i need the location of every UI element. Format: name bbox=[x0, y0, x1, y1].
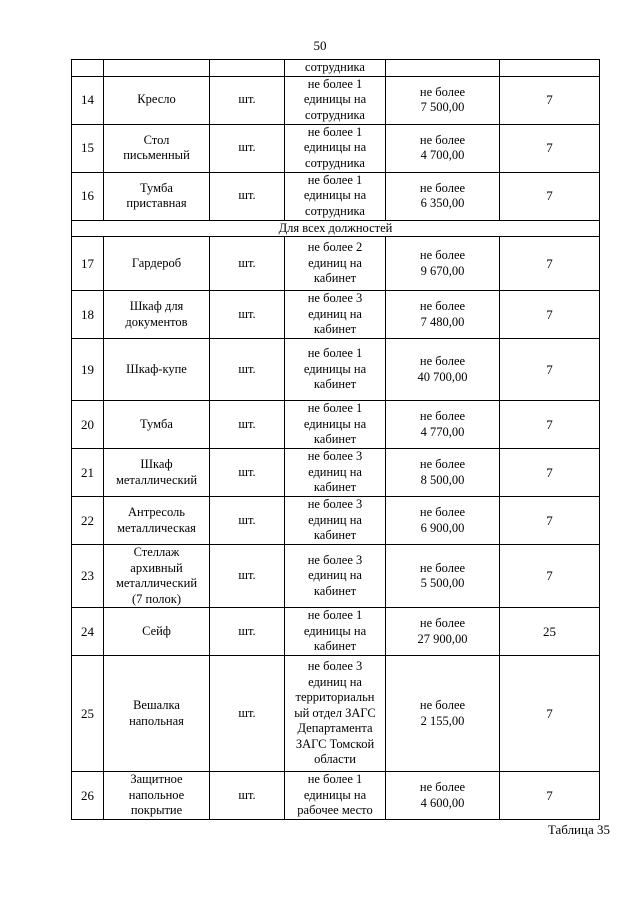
table-row bbox=[72, 76, 600, 124]
unit-cell: шт. bbox=[210, 656, 285, 772]
table-row bbox=[72, 339, 600, 401]
num-cell: 22 bbox=[72, 497, 104, 545]
norm-cell: не более 1 единицы на сотрудника bbox=[285, 76, 386, 124]
norm-cell: не более 1 единицы на кабинет bbox=[285, 608, 386, 656]
num-cell: 16 bbox=[72, 172, 104, 220]
norm-cell: не более 1 единицы на кабинет bbox=[285, 339, 386, 401]
table-row bbox=[72, 172, 600, 220]
table-row bbox=[72, 124, 600, 172]
name-cell: Тумба bbox=[104, 401, 210, 449]
num-cell: 15 bbox=[72, 124, 104, 172]
term-cell: 25 bbox=[500, 608, 600, 656]
norm-cell: сотрудника bbox=[285, 60, 386, 77]
unit-cell: шт. bbox=[210, 172, 285, 220]
price-cell: не более 4 770,00 bbox=[386, 401, 500, 449]
norm-cell: не более 3 единиц на кабинет bbox=[285, 497, 386, 545]
num-cell: 24 bbox=[72, 608, 104, 656]
num-cell bbox=[72, 60, 104, 77]
name-cell: Сейф bbox=[104, 608, 210, 656]
price-cell: не более 8 500,00 bbox=[386, 449, 500, 497]
table-row bbox=[72, 291, 600, 339]
term-cell: 7 bbox=[500, 401, 600, 449]
table-row bbox=[72, 497, 600, 545]
unit-cell: шт. bbox=[210, 772, 285, 820]
norm-cell: не более 1 единицы на сотрудника bbox=[285, 172, 386, 220]
term-cell: 7 bbox=[500, 656, 600, 772]
unit-cell: шт. bbox=[210, 401, 285, 449]
price-cell: не более 5 500,00 bbox=[386, 545, 500, 608]
norm-cell: не более 3 единиц на кабинет bbox=[285, 291, 386, 339]
term-cell: 7 bbox=[500, 172, 600, 220]
term-cell bbox=[500, 60, 600, 77]
table-row bbox=[72, 545, 600, 608]
num-cell: 23 bbox=[72, 545, 104, 608]
term-cell: 7 bbox=[500, 497, 600, 545]
norm-cell: не более 3 единиц на кабинет bbox=[285, 449, 386, 497]
table-row bbox=[72, 449, 600, 497]
name-cell: Шкаф-купе bbox=[104, 339, 210, 401]
section-heading-row bbox=[72, 220, 600, 237]
num-cell: 21 bbox=[72, 449, 104, 497]
name-cell: Стол письменный bbox=[104, 124, 210, 172]
table-row bbox=[72, 656, 600, 772]
name-cell: Кресло bbox=[104, 76, 210, 124]
num-cell: 20 bbox=[72, 401, 104, 449]
price-cell: не более 6 900,00 bbox=[386, 497, 500, 545]
table-row bbox=[72, 401, 600, 449]
table-row-continuation bbox=[72, 60, 600, 77]
num-cell: 14 bbox=[72, 76, 104, 124]
name-cell bbox=[104, 60, 210, 77]
price-cell: не более 4 600,00 bbox=[386, 772, 500, 820]
price-cell: не более 2 155,00 bbox=[386, 656, 500, 772]
unit-cell: шт. bbox=[210, 497, 285, 545]
norm-cell: не более 1 единицы на сотрудника bbox=[285, 124, 386, 172]
table-row bbox=[72, 772, 600, 820]
term-cell: 7 bbox=[500, 339, 600, 401]
norm-cell: не более 2 единиц на кабинет bbox=[285, 237, 386, 291]
name-cell: Защитное напольное покрытие bbox=[104, 772, 210, 820]
norm-cell: не более 1 единицы на рабочее место bbox=[285, 772, 386, 820]
price-cell: не более 40 700,00 bbox=[386, 339, 500, 401]
name-cell: Гардероб bbox=[104, 237, 210, 291]
norm-cell: не более 3 единиц на кабинет bbox=[285, 545, 386, 608]
price-cell: не более 4 700,00 bbox=[386, 124, 500, 172]
name-cell: Вешалка напольная bbox=[104, 656, 210, 772]
unit-cell: шт. bbox=[210, 124, 285, 172]
term-cell: 7 bbox=[500, 76, 600, 124]
num-cell: 18 bbox=[72, 291, 104, 339]
price-cell: не более 9 670,00 bbox=[386, 237, 500, 291]
name-cell: Антресоль металлическая bbox=[104, 497, 210, 545]
term-cell: 7 bbox=[500, 449, 600, 497]
term-cell: 7 bbox=[500, 291, 600, 339]
num-cell: 26 bbox=[72, 772, 104, 820]
num-cell: 19 bbox=[72, 339, 104, 401]
unit-cell bbox=[210, 60, 285, 77]
name-cell: Тумба приставная bbox=[104, 172, 210, 220]
norm-cell: не более 3 единиц на территориальн ый отдел ЗАГС Департамента ЗАГС Томской области bbox=[285, 656, 386, 772]
name-cell: Стеллаж архивный металлический (7 полок) bbox=[104, 545, 210, 608]
price-cell: не более 6 350,00 bbox=[386, 172, 500, 220]
num-cell: 17 bbox=[72, 237, 104, 291]
term-cell: 7 bbox=[500, 237, 600, 291]
unit-cell: шт. bbox=[210, 291, 285, 339]
price-cell bbox=[386, 60, 500, 77]
term-cell: 7 bbox=[500, 545, 600, 608]
section-heading: Для всех должностей bbox=[72, 220, 600, 237]
page-number: 50 bbox=[313, 38, 327, 53]
table-row bbox=[72, 608, 600, 656]
norms-table bbox=[71, 59, 600, 820]
price-cell: не более 27 900,00 bbox=[386, 608, 500, 656]
unit-cell: шт. bbox=[210, 76, 285, 124]
name-cell: Шкаф металлический bbox=[104, 449, 210, 497]
price-cell: не более 7 480,00 bbox=[386, 291, 500, 339]
unit-cell: шт. bbox=[210, 237, 285, 291]
table-row bbox=[72, 237, 600, 291]
term-cell: 7 bbox=[500, 772, 600, 820]
num-cell: 25 bbox=[72, 656, 104, 772]
unit-cell: шт. bbox=[210, 545, 285, 608]
unit-cell: шт. bbox=[210, 449, 285, 497]
unit-cell: шт. bbox=[210, 339, 285, 401]
table-caption: Таблица 35 bbox=[547, 822, 610, 837]
price-cell: не более 7 500,00 bbox=[386, 76, 500, 124]
unit-cell: шт. bbox=[210, 608, 285, 656]
term-cell: 7 bbox=[500, 124, 600, 172]
norm-cell: не более 1 единицы на кабинет bbox=[285, 401, 386, 449]
name-cell: Шкаф для документов bbox=[104, 291, 210, 339]
